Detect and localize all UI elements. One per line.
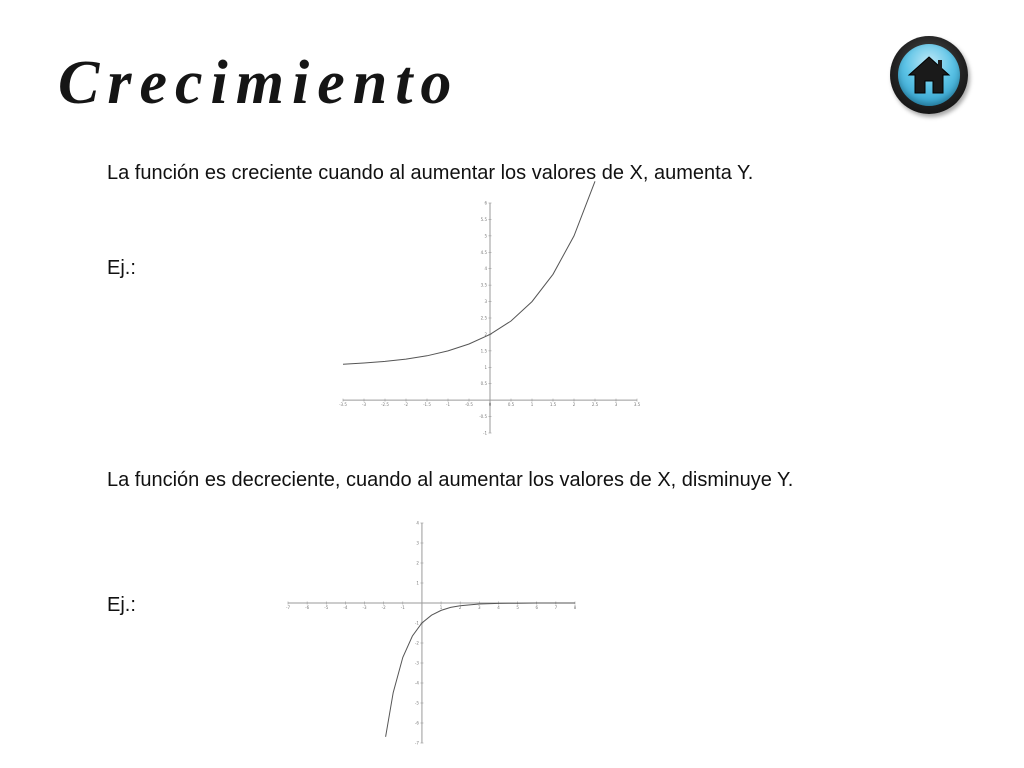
y-tick-label: 1.5 bbox=[480, 348, 487, 354]
x-tick-label: 6 bbox=[535, 605, 539, 610]
y-tick-label: 1 bbox=[484, 364, 487, 370]
x-tick-label: 3 bbox=[478, 605, 481, 610]
x-tick-label: -2.5 bbox=[381, 402, 389, 408]
y-tick-label: -7 bbox=[414, 740, 419, 746]
decreasing-definition: La función es decreciente, cuando al aumentar los valores de X, disminuye Y. bbox=[107, 469, 794, 491]
y-tick-label: 6 bbox=[484, 200, 487, 206]
increasing-example-label: Ej.: bbox=[107, 257, 136, 279]
x-tick-label: 3.5 bbox=[633, 402, 641, 408]
y-tick-label: 4.5 bbox=[480, 249, 487, 255]
x-tick-label: 1 bbox=[439, 605, 443, 610]
x-tick-label: 2 bbox=[458, 605, 462, 610]
x-tick-label: -0.5 bbox=[465, 402, 473, 408]
x-tick-label: -6 bbox=[305, 605, 310, 610]
y-tick-label: -0.5 bbox=[479, 414, 487, 420]
y-tick-label: 3 bbox=[416, 540, 419, 546]
x-tick-label: 1 bbox=[530, 402, 534, 408]
y-tick-label: 2.5 bbox=[480, 315, 487, 321]
increasing-definition: La función es creciente cuando al aumentar los valores de X, aumenta Y. bbox=[107, 162, 754, 184]
y-tick-label: -1 bbox=[483, 430, 487, 436]
y-tick-label: -3 bbox=[414, 660, 419, 666]
y-tick-label: 3 bbox=[484, 299, 487, 305]
y-tick-label: -1 bbox=[414, 620, 419, 626]
series-line bbox=[343, 181, 595, 364]
y-tick-label: 4 bbox=[484, 266, 487, 272]
home-icon bbox=[905, 51, 953, 99]
y-tick-label: 2 bbox=[416, 560, 419, 566]
x-tick-label: 3 bbox=[614, 402, 618, 408]
x-tick-label: 1.5 bbox=[549, 402, 557, 408]
y-tick-label: -5 bbox=[414, 700, 419, 706]
decreasing-function-graph bbox=[285, 518, 580, 748]
y-tick-label: 5 bbox=[484, 233, 487, 239]
y-tick-label: 1 bbox=[416, 580, 419, 586]
home-button[interactable] bbox=[890, 36, 968, 114]
x-tick-label: 0.5 bbox=[507, 402, 515, 408]
x-tick-label: -2 bbox=[381, 605, 386, 610]
x-tick-label: 2 bbox=[572, 402, 576, 408]
y-tick-label: 3.5 bbox=[480, 282, 487, 288]
y-tick-label: -4 bbox=[414, 680, 419, 686]
decreasing-example-label: Ej.: bbox=[107, 594, 136, 616]
page-title: Crecimiento bbox=[58, 49, 460, 117]
x-tick-label: 0 bbox=[488, 402, 492, 408]
y-tick-label: 5.5 bbox=[480, 216, 487, 222]
y-tick-label: 0.5 bbox=[480, 381, 487, 387]
y-tick-label: -2 bbox=[414, 640, 419, 646]
x-tick-label: 8 bbox=[573, 605, 577, 610]
x-tick-label: 5 bbox=[516, 605, 519, 610]
x-tick-label: -7 bbox=[286, 605, 290, 610]
x-tick-label: 4 bbox=[497, 605, 500, 610]
x-tick-label: -2 bbox=[404, 402, 408, 408]
x-tick-label: -1 bbox=[446, 402, 450, 408]
x-tick-label: 2.5 bbox=[591, 402, 599, 408]
x-tick-label: 7 bbox=[554, 605, 558, 610]
y-tick-label: 2 bbox=[484, 331, 487, 337]
x-tick-label: -5 bbox=[324, 605, 329, 610]
x-tick-label: -1 bbox=[400, 605, 405, 610]
x-tick-label: -4 bbox=[343, 605, 348, 610]
y-tick-label: 4 bbox=[416, 520, 419, 526]
y-tick-label: -6 bbox=[414, 720, 419, 726]
x-tick-label: -3 bbox=[362, 402, 366, 408]
increasing-function-graph bbox=[340, 198, 640, 438]
x-tick-label: -1.5 bbox=[423, 402, 431, 408]
x-tick-label: -3.5 bbox=[339, 402, 347, 408]
x-tick-label: -3 bbox=[362, 605, 367, 610]
